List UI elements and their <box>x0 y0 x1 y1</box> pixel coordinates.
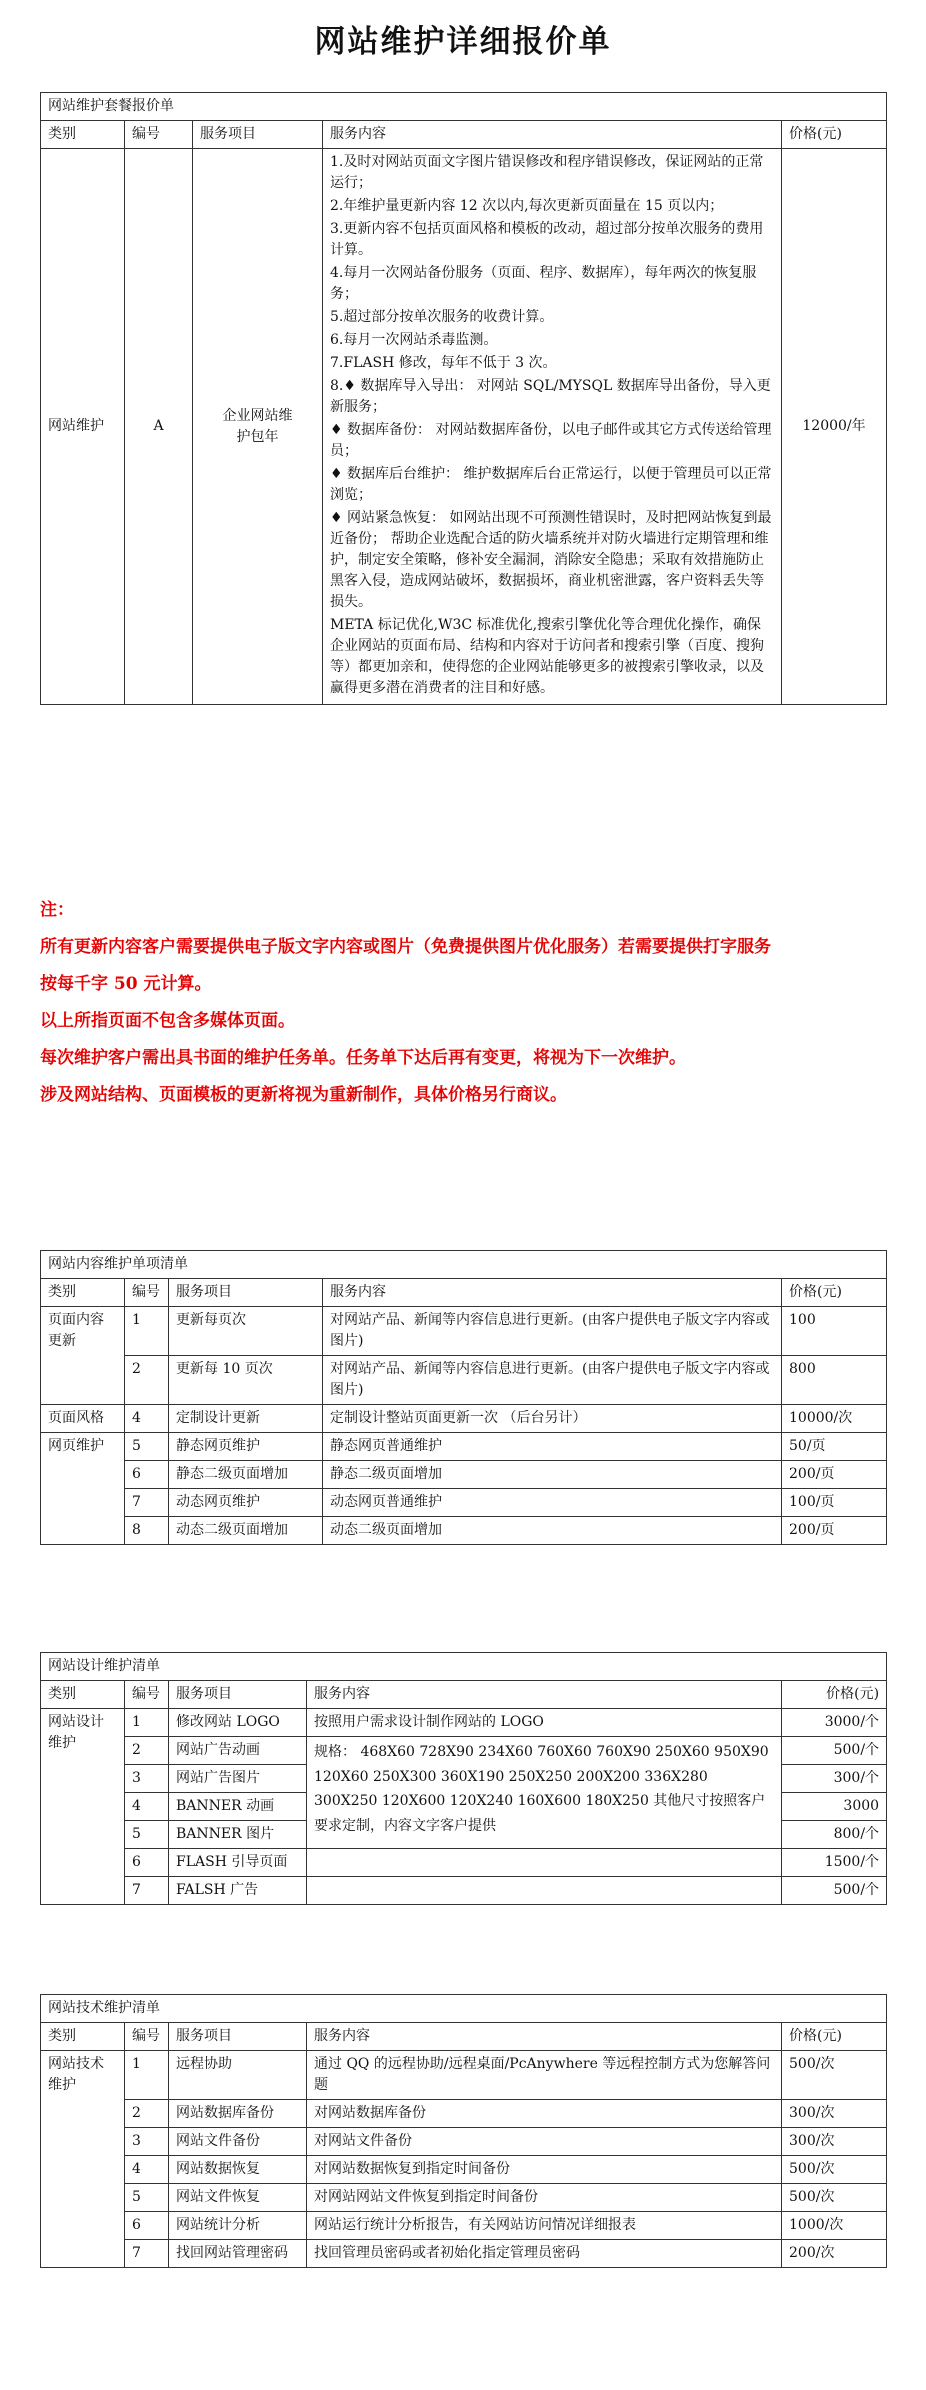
row-number: 6 <box>125 1461 169 1489</box>
row-price: 300/个 <box>782 1765 887 1793</box>
row-price: 100/页 <box>782 1489 887 1517</box>
row-price: 1000/次 <box>782 2212 887 2240</box>
row-content: 对网站数据恢复到指定时间备份 <box>307 2156 782 2184</box>
row-number: 4 <box>125 2156 169 2184</box>
header-price: 价格(元) <box>782 2023 887 2051</box>
row-price: 200/页 <box>782 1517 887 1545</box>
row-price: 800 <box>782 1356 887 1405</box>
row-item: 网站广告图片 <box>169 1765 307 1793</box>
package-content-line: 4.每月一次网站备份服务（页面、程序、数据库），每年两次的恢复服务； <box>330 265 757 302</box>
row-price: 100 <box>782 1307 887 1356</box>
row-item: FALSH 广告 <box>169 1877 307 1905</box>
row-item: 网站数据库备份 <box>169 2100 307 2128</box>
row-number: 3 <box>125 2128 169 2156</box>
package-category: 网站维护 <box>41 149 125 705</box>
design-header-row <box>41 1681 887 1709</box>
row-price: 50/页 <box>782 1433 887 1461</box>
table-row <box>41 1307 887 1356</box>
table-row <box>41 1356 887 1405</box>
note-line: 每次维护客户需出具书面的维护任务单。任务单下达后再有变更，将视为下一次维护。 <box>40 1048 686 1068</box>
row-price: 300/次 <box>782 2128 887 2156</box>
package-content-line: ♦ 网站紧急恢复： 如网站出现不可预测性错误时，及时把网站恢复到最近备份； 帮助企业选配合适的防火墙系统并对防火墙进行定期管理和维护，制定安全策略，修补安全漏洞，消除安全隐患；采取有效措施防止黑客入侵，造成网站破坏，数据损坏，商业机密泄露，客户资料丢失等损失。 <box>330 510 772 610</box>
header-content: 服务内容 <box>323 121 782 149</box>
header-item: 服务项目 <box>169 1279 323 1307</box>
notes-block <box>40 892 900 1114</box>
row-item: BANNER 动画 <box>169 1793 307 1821</box>
content-maintenance-table <box>40 1250 887 1545</box>
note-line: 按每千字 50 元计算。 <box>40 974 212 994</box>
header-content: 服务内容 <box>307 2023 782 2051</box>
row-price: 200/页 <box>782 1461 887 1489</box>
package-content-line: 6.每月一次网站杀毒监测。 <box>330 332 498 348</box>
content-caption: 网站内容维护单项清单 <box>41 1251 887 1279</box>
row-category: 页面风格 <box>41 1405 125 1433</box>
row-number: 1 <box>125 1307 169 1356</box>
row-number: 6 <box>125 2212 169 2240</box>
note-line: 涉及网站结构、页面模板的更新将视为重新制作，具体价格另行商议。 <box>40 1085 567 1105</box>
header-price: 价格(元) <box>782 1681 887 1709</box>
row-price: 200/次 <box>782 2240 887 2268</box>
row-price: 3000/个 <box>782 1709 887 1737</box>
table-row <box>41 2128 887 2156</box>
header-number: 编号 <box>125 2023 169 2051</box>
table-row <box>41 2100 887 2128</box>
row-content: 对网站数据库备份 <box>307 2100 782 2128</box>
row-item: 网站统计分析 <box>169 2212 307 2240</box>
row-price: 500/次 <box>782 2051 887 2100</box>
row-price: 500/次 <box>782 2184 887 2212</box>
package-caption: 网站维护套餐报价单 <box>41 93 887 121</box>
header-item: 服务项目 <box>169 1681 307 1709</box>
row-item: 更新每 10 页次 <box>169 1356 323 1405</box>
tech-header-row <box>41 2023 887 2051</box>
table-row <box>41 1877 887 1905</box>
table-row <box>41 1433 887 1461</box>
package-content-line: META 标记优化,W3C 标准优化,搜索引擎优化等合理优化操作，确保企业网站的页面布局、结构和内容对于访问者和搜索引擎（百度、搜狗等）都更加亲和，使得您的企业网站能够更多的被搜索引擎收录，以及赢得更多潜在消费者的注目和好感。 <box>330 617 764 696</box>
row-item: 更新每页次 <box>169 1307 323 1356</box>
row-content-empty <box>307 1849 782 1877</box>
tech-maintenance-table <box>40 1994 887 2268</box>
header-item: 服务项目 <box>193 121 323 149</box>
row-content: 找回管理员密码或者初始化指定管理员密码 <box>307 2240 782 2268</box>
package-content-line: 2.年维护量更新内容 12 次以内,每次更新页面量在 15 页以内； <box>330 198 724 214</box>
row-item: 网站数据恢复 <box>169 2156 307 2184</box>
row-item: 找回网站管理密码 <box>169 2240 307 2268</box>
header-item: 服务项目 <box>169 2023 307 2051</box>
row-category: 网页维护 <box>41 1433 125 1545</box>
note-line: 以上所指页面不包含多媒体页面。 <box>40 1011 295 1031</box>
row-number: 8 <box>125 1517 169 1545</box>
row-item: 动态二级页面增加 <box>169 1517 323 1545</box>
package-price: 12000/年 <box>782 149 887 705</box>
row-number: 5 <box>125 1821 169 1849</box>
row-content: 对网站产品、新闻等内容信息进行更新。(由客户提供电子版文字内容或图片) <box>323 1307 782 1356</box>
package-item: 企业网站维护包年 <box>193 149 323 705</box>
package-table <box>40 92 887 705</box>
package-content-line: 5.超过部分按单次服务的收费计算。 <box>330 309 554 325</box>
row-item: 网站文件备份 <box>169 2128 307 2156</box>
note-line: 所有更新内容客户需要提供电子版文字内容或图片（免费提供图片优化服务）若需要提供打字服务 <box>40 937 771 957</box>
header-content: 服务内容 <box>307 1681 782 1709</box>
table-row <box>41 2212 887 2240</box>
table-row <box>41 2051 887 2100</box>
header-price: 价格(元) <box>782 121 887 149</box>
header-number: 编号 <box>125 121 193 149</box>
content-header-row <box>41 1279 887 1307</box>
row-number: 3 <box>125 1765 169 1793</box>
row-number: 5 <box>125 2184 169 2212</box>
row-content: 对网站文件备份 <box>307 2128 782 2156</box>
package-content-line: 3.更新内容不包括页面风格和模板的改动，超过部分按单次服务的费用计算。 <box>330 221 764 258</box>
row-price: 3000 <box>782 1793 887 1821</box>
header-category: 类别 <box>41 1681 125 1709</box>
row-number: 5 <box>125 1433 169 1461</box>
header-category: 类别 <box>41 121 125 149</box>
header-category: 类别 <box>41 2023 125 2051</box>
table-row <box>41 1489 887 1517</box>
row-item: 动态网页维护 <box>169 1489 323 1517</box>
row-item: BANNER 图片 <box>169 1821 307 1849</box>
row-item: 静态二级页面增加 <box>169 1461 323 1489</box>
package-content-line: ♦ 数据库后台维护： 维护数据库后台正常运行，以便于管理员可以正常浏览； <box>330 466 772 503</box>
table-row <box>41 2156 887 2184</box>
row-item: 网站文件恢复 <box>169 2184 307 2212</box>
row-number: 7 <box>125 1877 169 1905</box>
row-number: 2 <box>125 1356 169 1405</box>
design-caption: 网站设计维护清单 <box>41 1653 887 1681</box>
package-content-line: 8.♦ 数据库导入导出： 对网站 SQL/MYSQL 数据库导出备份，导入更新服务； <box>330 378 771 415</box>
row-number: 1 <box>125 2051 169 2100</box>
row-price: 500/个 <box>782 1737 887 1765</box>
row-content: 动态网页普通维护 <box>323 1489 782 1517</box>
header-category: 类别 <box>41 1279 125 1307</box>
row-number: 6 <box>125 1849 169 1877</box>
row-category: 网站技术维护 <box>41 2051 125 2268</box>
row-price: 10000/次 <box>782 1405 887 1433</box>
row-content-sizes: 规格： 468X60 728X90 234X60 760X60 760X90 250X60 950X90 120X60 250X300 360X190 250X250 200X200 336X280 300X250 120X600 120X240 160X600 180X250 其他尺寸按照客户要求定制，内容文字客户提供 <box>307 1737 782 1849</box>
row-item: 静态网页维护 <box>169 1433 323 1461</box>
row-content-empty <box>307 1877 782 1905</box>
row-category: 页面内容更新 <box>41 1307 125 1405</box>
row-item: 网站广告动画 <box>169 1737 307 1765</box>
row-content: 按照用户需求设计制作网站的 LOGO <box>307 1709 782 1737</box>
package-content-line: 1.及时对网站页面文字图片错误修改和程序错误修改，保证网站的正常运行； <box>330 154 764 191</box>
row-content: 定制设计整站页面更新一次 （后台另计） <box>323 1405 782 1433</box>
row-content: 对网站产品、新闻等内容信息进行更新。(由客户提供电子版文字内容或图片) <box>323 1356 782 1405</box>
table-row <box>41 2184 887 2212</box>
row-content: 对网站网站文件恢复到指定时间备份 <box>307 2184 782 2212</box>
row-price: 800/个 <box>782 1821 887 1849</box>
header-number: 编号 <box>125 1681 169 1709</box>
package-number: A <box>125 149 193 705</box>
row-number: 2 <box>125 1737 169 1765</box>
package-content <box>323 149 782 705</box>
row-number: 1 <box>125 1709 169 1737</box>
package-row <box>41 149 887 705</box>
row-number: 4 <box>125 1793 169 1821</box>
row-price: 500/个 <box>782 1877 887 1905</box>
header-price: 价格(元) <box>782 1279 887 1307</box>
tech-caption: 网站技术维护清单 <box>41 1995 887 2023</box>
header-number: 编号 <box>125 1279 169 1307</box>
row-number: 4 <box>125 1405 169 1433</box>
row-price: 300/次 <box>782 2100 887 2128</box>
table-row <box>41 2240 887 2268</box>
table-row <box>41 1709 887 1737</box>
row-number: 7 <box>125 2240 169 2268</box>
row-content: 通过 QQ 的远程协助/远程桌面/PcAnywhere 等远程控制方式为您解答问题 <box>307 2051 782 2100</box>
row-content: 动态二级页面增加 <box>323 1517 782 1545</box>
row-category: 网站设计维护 <box>41 1709 125 1905</box>
row-item: 远程协助 <box>169 2051 307 2100</box>
row-content: 静态二级页面增加 <box>323 1461 782 1489</box>
header-content: 服务内容 <box>323 1279 782 1307</box>
row-item: 定制设计更新 <box>169 1405 323 1433</box>
package-content-line: 7.FLASH 修改，每年不低于 3 次。 <box>330 355 557 371</box>
row-price: 1500/个 <box>782 1849 887 1877</box>
table-row <box>41 1737 887 1765</box>
table-row <box>41 1405 887 1433</box>
row-content: 静态网页普通维护 <box>323 1433 782 1461</box>
design-maintenance-table <box>40 1652 887 1905</box>
row-number: 7 <box>125 1489 169 1517</box>
row-item: 修改网站 LOGO <box>169 1709 307 1737</box>
package-header-row <box>41 121 887 149</box>
page-title: 网站维护详细报价单 <box>314 24 612 60</box>
row-content: 网站运行统计分析报告，有关网站访问情况详细报表 <box>307 2212 782 2240</box>
row-item: FLASH 引导页面 <box>169 1849 307 1877</box>
table-row <box>41 1849 887 1877</box>
table-row <box>41 1517 887 1545</box>
row-number: 2 <box>125 2100 169 2128</box>
table-row <box>41 1461 887 1489</box>
package-content-line: ♦ 数据库备份： 对网站数据库备份，以电子邮件或其它方式传送给管理员； <box>330 422 772 459</box>
row-price: 500/次 <box>782 2156 887 2184</box>
notes-label: 注： <box>40 900 74 920</box>
